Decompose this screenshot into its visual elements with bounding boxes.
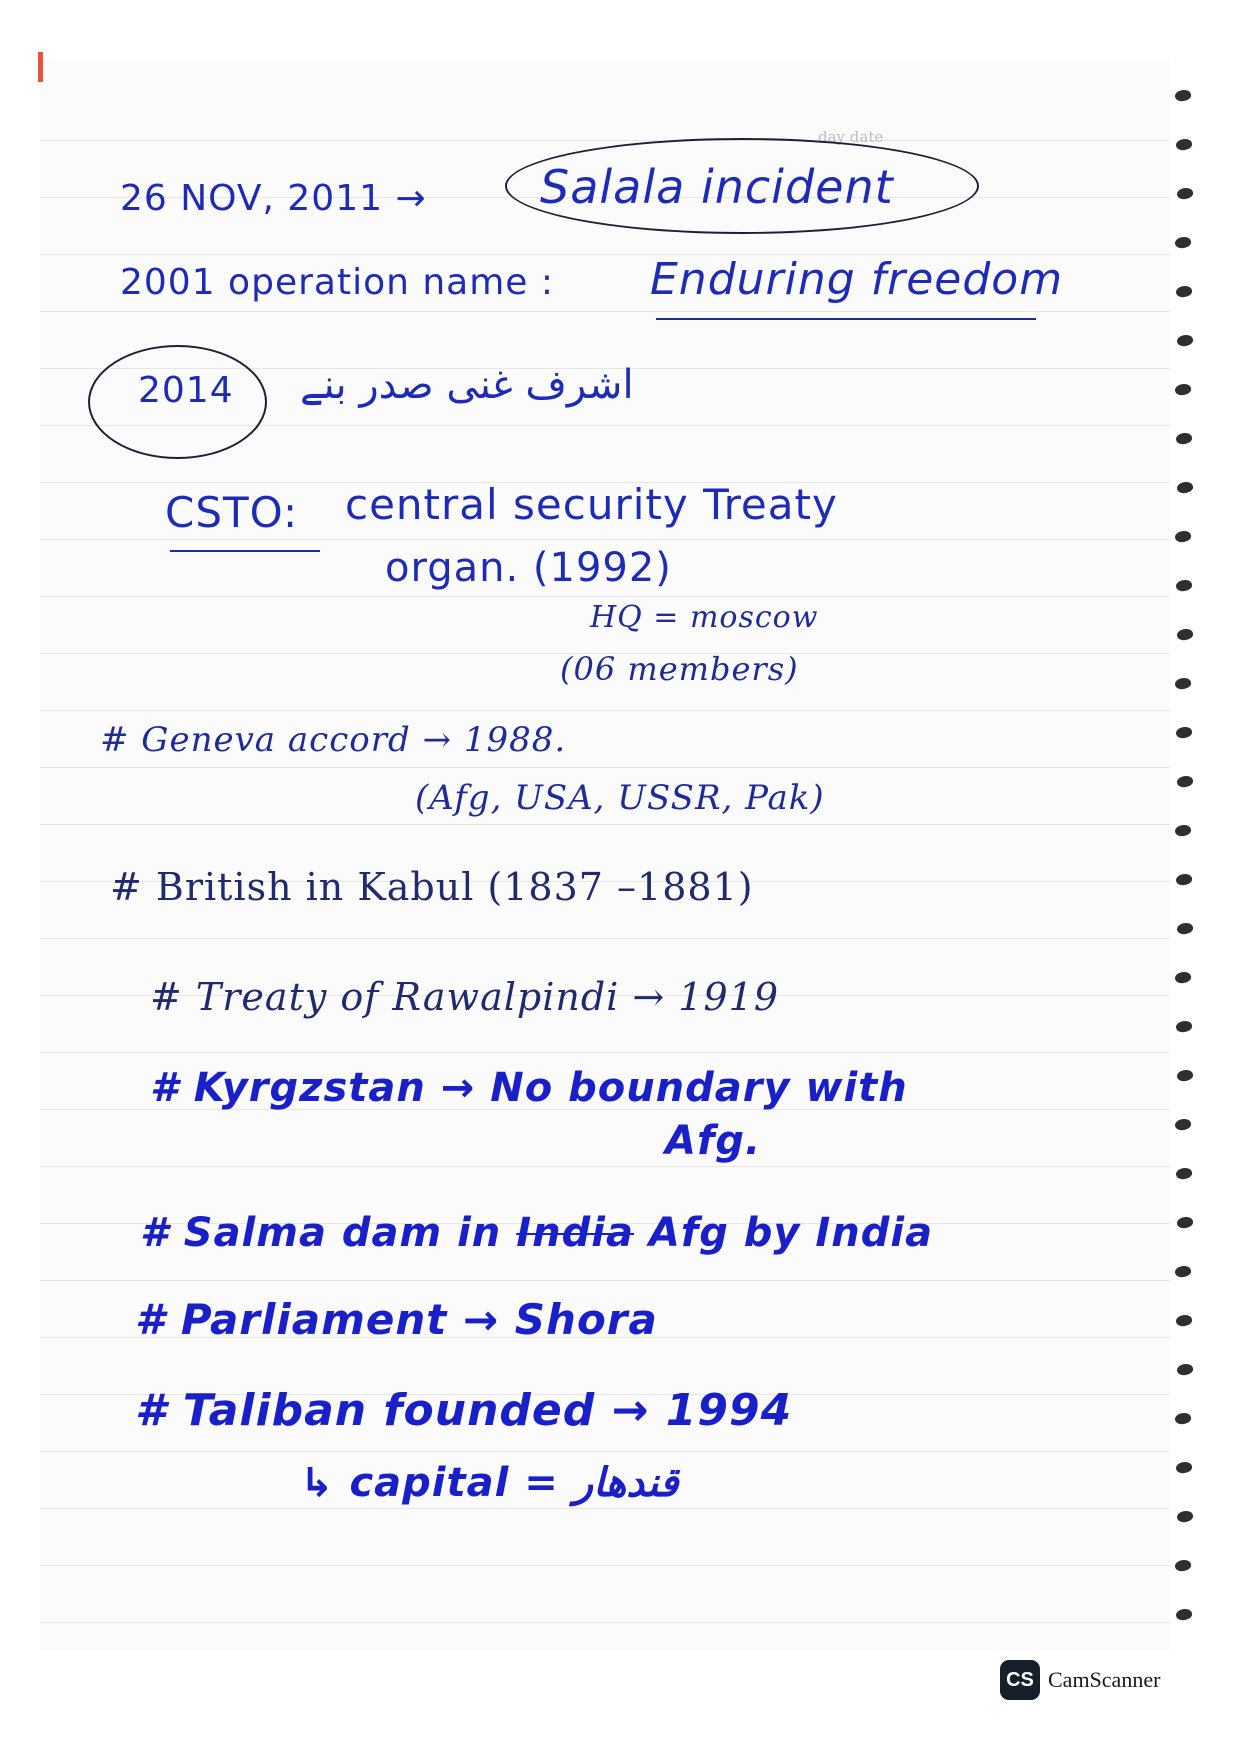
spiral-hole [1176, 1362, 1194, 1377]
ruled-line [40, 596, 1170, 597]
salala-event: Salala incident [540, 160, 894, 214]
camscanner-watermark [1000, 1660, 1160, 1700]
page-corner-mark [38, 52, 43, 82]
spiral-hole [1175, 1313, 1193, 1328]
spiral-hole [1175, 1460, 1193, 1475]
ruled-line [40, 1052, 1170, 1053]
british-kabul: # British in Kabul (1837 –1881) [110, 865, 754, 909]
salma-dam-struck: India [516, 1210, 634, 1256]
salala-date: 26 NOV, 2011 → [120, 178, 427, 219]
taliban-capital: ↳ capital = قندھار [300, 1460, 679, 1506]
page-header-label: day date [818, 128, 884, 146]
salma-dam-correction: Afg by India [648, 1210, 934, 1256]
spiral-hole [1175, 284, 1193, 299]
parliament-note: # Parliament → Shora [135, 1295, 658, 1344]
treaty-rawalpindi: # Treaty of Rawalpindi → 1919 [150, 975, 780, 1019]
ruled-line [40, 938, 1170, 939]
ruled-line [40, 1622, 1170, 1623]
spiral-hole [1176, 1068, 1194, 1083]
spiral-hole [1176, 1509, 1194, 1524]
geneva-parties: (Afg, USA, USSR, Pak) [415, 778, 825, 818]
salma-dam-text: # Salma dam in [140, 1210, 502, 1256]
spiral-hole [1175, 725, 1193, 740]
spiral-hole [1174, 1264, 1192, 1279]
spiral-hole [1175, 578, 1193, 593]
operation-underline [656, 318, 1036, 320]
spiral-hole [1174, 1411, 1192, 1426]
spiral-hole [1176, 921, 1194, 936]
ruled-line [40, 1166, 1170, 1167]
camscanner-text: CamScanner [1048, 1667, 1161, 1692]
kyrgyzstan-note-2: Afg. [665, 1118, 762, 1164]
spiral-hole [1176, 774, 1194, 789]
spiral-hole [1174, 1117, 1192, 1132]
spiral-hole [1174, 529, 1192, 544]
spiral-hole [1175, 431, 1193, 446]
spiral-hole [1174, 676, 1192, 691]
year-2014-note: اشرف غنی صدر بنے [300, 362, 634, 408]
spiral-hole [1176, 627, 1194, 642]
spiral-hole [1174, 88, 1192, 103]
ruled-line [40, 824, 1170, 825]
operation-name: Enduring freedom [650, 254, 1064, 305]
csto-full-name-2: organ. (1992) [385, 545, 672, 591]
spiral-hole [1175, 137, 1193, 152]
spiral-hole [1176, 186, 1194, 201]
spiral-hole [1175, 1607, 1193, 1622]
ruled-line [40, 1508, 1170, 1509]
ruled-line [40, 140, 1170, 141]
spiral-hole [1175, 872, 1193, 887]
taliban-founded: # Taliban founded → 1994 [135, 1385, 793, 1436]
spiral-hole [1175, 1166, 1193, 1181]
ruled-line [40, 539, 1170, 540]
spiral-hole [1176, 333, 1194, 348]
spiral-hole [1176, 1215, 1194, 1230]
ruled-line [40, 311, 1170, 312]
spiral-hole [1174, 235, 1192, 250]
spiral-hole [1174, 823, 1192, 838]
csto-full-name: central security Treaty [345, 480, 838, 529]
spiral-hole [1176, 480, 1194, 495]
csto-members: (06 members) [560, 650, 799, 688]
ruled-line [40, 710, 1170, 711]
ruled-line [40, 1280, 1170, 1281]
ruled-line [40, 1451, 1170, 1452]
csto-hq: HQ = moscow [590, 600, 819, 635]
spiral-hole [1174, 382, 1192, 397]
ruled-line [40, 1565, 1170, 1566]
csto-abbreviation: CSTO: [165, 488, 299, 537]
camscanner-logo: CS [1000, 1660, 1040, 1700]
geneva-accord: # Geneva accord → 1988. [100, 720, 567, 760]
salma-dam [140, 1210, 933, 1256]
csto-underline [170, 550, 320, 552]
ruled-line [40, 767, 1170, 768]
operation-year-label: 2001 operation name : [120, 262, 555, 303]
kyrgyzstan-note: # Kyrgzstan → No boundary with [150, 1065, 908, 1111]
spiral-hole [1174, 970, 1192, 985]
spiral-hole [1175, 1019, 1193, 1034]
year-2014: 2014 [138, 370, 234, 411]
spiral-hole [1174, 1558, 1192, 1573]
